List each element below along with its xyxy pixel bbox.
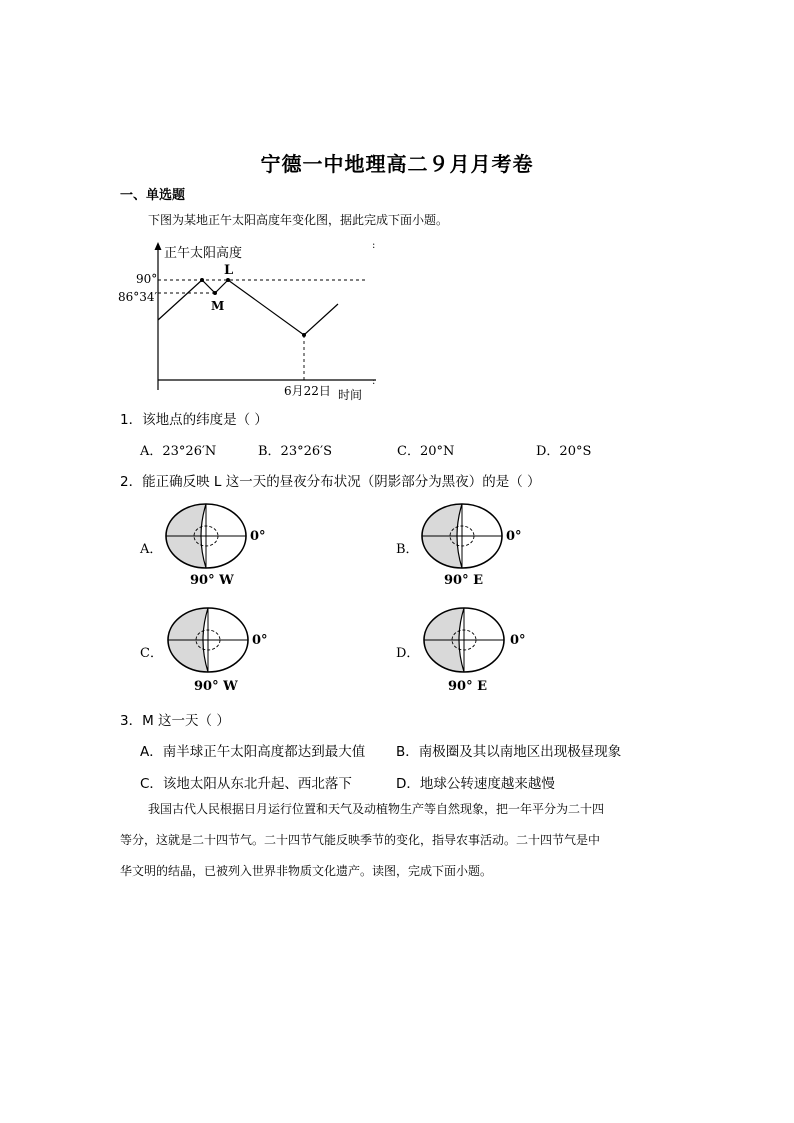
point-min	[302, 333, 306, 337]
point-m	[213, 291, 217, 295]
q2-option-a-label[interactable]: A．	[140, 542, 163, 557]
margin-mark-bottom: :	[372, 376, 376, 387]
q2-diagram-d[interactable]	[422, 604, 542, 696]
margin-mark-top: :	[372, 240, 376, 251]
y-tick-86: 86°34′	[118, 290, 158, 304]
q3-option-d[interactable]: D．地球公转速度越来越慢	[396, 776, 555, 792]
intro-text: 下图为某地正午太阳高度年变化图，据此完成下面小题。	[148, 213, 449, 227]
diagram-d-zero: 0°	[510, 633, 526, 648]
q3-stem: 3．M 这一天（ ）	[120, 713, 230, 729]
q2-diagram-b[interactable]	[418, 500, 538, 592]
section-heading: 一、单选题	[120, 188, 186, 203]
diagram-c-zero: 0°	[252, 633, 268, 648]
passage-line-2: 等分，这就是二十四节气。二十四节气能反映季节的变化，指导农事活动。二十四节气是中	[120, 833, 601, 847]
q2-option-c-label[interactable]: C．	[140, 646, 163, 661]
page-title: 宁德一中地理高二９月月考卷	[260, 152, 534, 176]
q1-option-c[interactable]: C．20°N	[397, 444, 455, 459]
diagram-b-meridian: 90° E	[444, 573, 484, 588]
label-l: L	[224, 263, 234, 278]
diagram-d-meridian: 90° E	[448, 679, 488, 694]
diagram-c-meridian: 90° W	[194, 679, 238, 694]
q2-diagram-a[interactable]	[160, 500, 280, 592]
diagram-b-zero: 0°	[506, 529, 522, 544]
point-peak1	[200, 278, 204, 282]
q3-option-c[interactable]: C．该地太阳从东北升起、西北落下	[140, 776, 352, 792]
q2-stem: 2．能正确反映 L 这一天的昼夜分布状况（阴影部分为黑夜）的是（ ）	[120, 474, 541, 490]
q2-diagram-c[interactable]	[164, 604, 284, 696]
diagram-a-zero: 0°	[250, 529, 266, 544]
altitude-curve	[158, 280, 338, 335]
x-tick-june22: 6月22日	[284, 384, 331, 398]
x-axis-label: 时间	[338, 388, 363, 402]
y-axis-label: 正午太阳高度	[164, 246, 243, 261]
passage-line-3: 华文明的结晶，已被列入世界非物质文化遗产。读图，完成下面小题。	[120, 864, 493, 878]
q1-option-a[interactable]: A．23°26′N	[140, 444, 217, 459]
q2-option-d-label[interactable]: D．	[396, 646, 420, 661]
q1-option-b[interactable]: B．23°26′S	[258, 444, 332, 459]
solar-altitude-chart	[118, 238, 380, 404]
passage-line-1: 我国古代人民根据日月运行位置和天气及动植物生产等自然现象，把一年平分为二十四	[148, 802, 605, 816]
y-axis-arrow-icon	[155, 242, 162, 250]
q1-stem: 1．该地点的纬度是（ ）	[120, 412, 268, 428]
q3-option-b[interactable]: B．南极圈及其以南地区出现极昼现象	[396, 744, 622, 760]
y-tick-90: 90°	[136, 272, 158, 286]
point-l	[226, 278, 230, 282]
diagram-a-meridian: 90° W	[190, 573, 234, 588]
q2-option-b-label[interactable]: B．	[396, 542, 419, 557]
label-m: M	[211, 299, 225, 313]
q1-option-d[interactable]: D．20°S	[536, 444, 592, 459]
q3-option-a[interactable]: A．南半球正午太阳高度都达到最大值	[140, 744, 366, 760]
